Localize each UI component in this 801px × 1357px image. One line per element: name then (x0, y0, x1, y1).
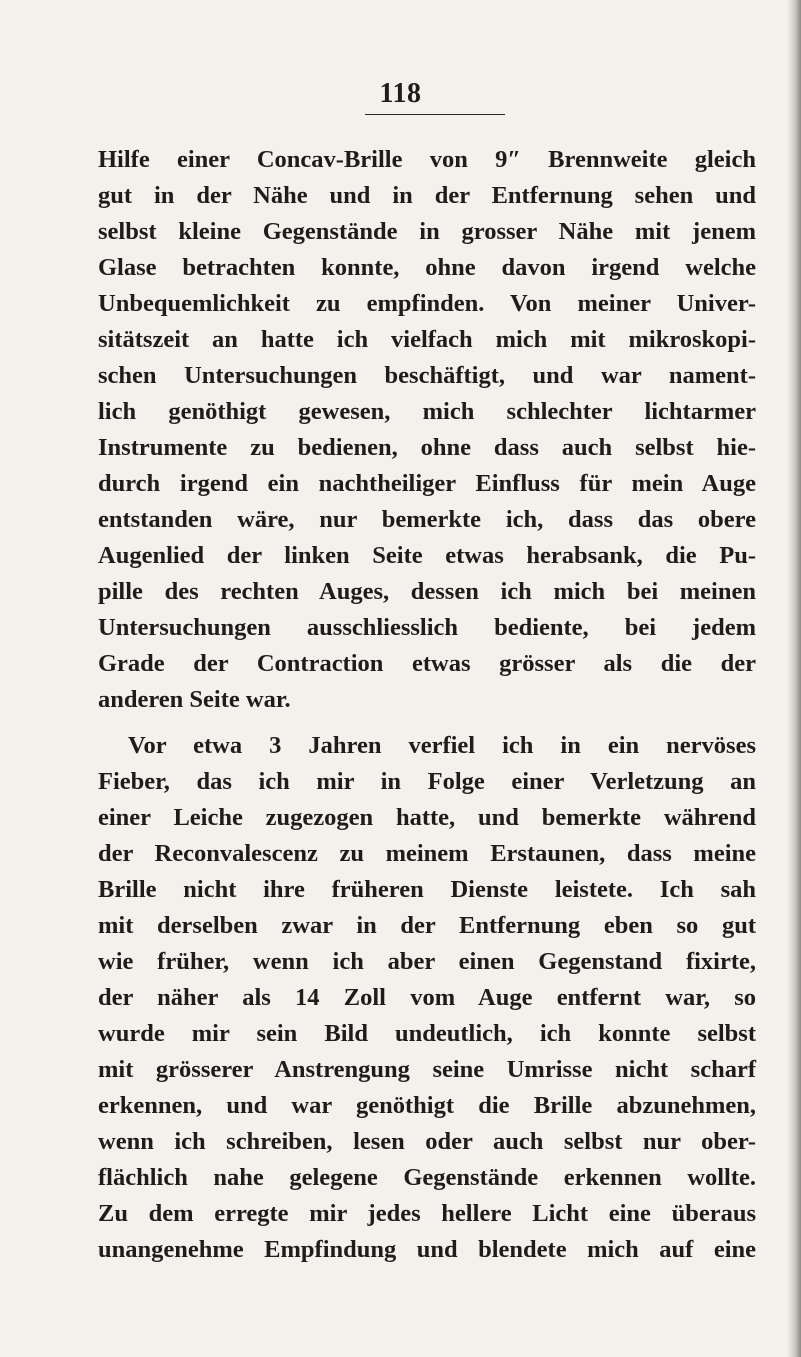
text-line: Augenlied der linken Seite etwas herabsank, die Pu- (98, 542, 756, 569)
text-line: mit grösserer Anstrengung seine Umrisse nicht scharf (98, 1056, 756, 1083)
text-line: lich genöthigt gewesen, mich schlechter lichtarmer (98, 398, 756, 425)
text-line: flächlich nahe gelegene Gegenstände erkennen wollte. (98, 1164, 756, 1191)
text-line: gut in der Nähe und in der Entfernung sehen und (98, 182, 756, 209)
text-line: wurde mir sein Bild undeutlich, ich konnte selbst (98, 1020, 756, 1047)
text-line: der näher als 14 Zoll vom Auge entfernt war, so (98, 984, 756, 1011)
header-rule (365, 114, 505, 115)
text-line: Unbequemlichkeit zu empfinden. Von meiner Univer- (98, 290, 756, 317)
text-line: der Reconvalescenz zu meinem Erstaunen, dass meine (98, 840, 756, 867)
text-line: entstanden wäre, nur bemerkte ich, dass das obere (98, 506, 756, 533)
text-line: Instrumente zu bedienen, ohne dass auch selbst hie- (98, 434, 756, 461)
page-edge-shadow (787, 0, 801, 1357)
text-line: unangenehme Empfindung und blendete mich auf eine (98, 1236, 756, 1263)
text-line: Zu dem erregte mir jedes hellere Licht eine überaus (98, 1200, 756, 1227)
text-line: erkennen, und war genöthigt die Brille abzunehmen, (98, 1092, 756, 1119)
text-line: Glase betrachten konnte, ohne davon irgend welche (98, 254, 756, 281)
text-line: wenn ich schreiben, lesen oder auch selbst nur ober- (98, 1128, 756, 1155)
text-line: mit derselben zwar in der Entfernung eben so gut (98, 912, 756, 939)
text-line: Untersuchungen ausschliesslich bediente, bei jedem (98, 614, 756, 641)
page-number: 118 (379, 78, 422, 109)
text-line: Brille nicht ihre früheren Dienste leistete. Ich sah (98, 876, 756, 903)
text-line: Hilfe einer Concav-Brille von 9″ Brennweite gleich (98, 146, 756, 173)
text-line: wie früher, wenn ich aber einen Gegenstand fixirte, (98, 948, 756, 975)
text-line: sitätszeit an hatte ich vielfach mich mit mikroskopi- (98, 326, 756, 353)
text-line: pille des rechten Auges, dessen ich mich bei meinen (98, 578, 756, 605)
text-line: durch irgend ein nachtheiliger Einfluss für mein Auge (98, 470, 756, 497)
text-line: schen Untersuchungen beschäftigt, und war nament- (98, 362, 756, 389)
text-line: einer Leiche zugezogen hatte, und bemerkte während (98, 804, 756, 831)
text-line: anderen Seite war. (98, 686, 291, 713)
text-line: Vor etwa 3 Jahren verfiel ich in ein nervöses (128, 732, 756, 759)
text-line: Fieber, das ich mir in Folge einer Verletzung an (98, 768, 756, 795)
text-line: selbst kleine Gegenstände in grosser Nähe mit jenem (98, 218, 756, 245)
text-line: Grade der Contraction etwas grösser als die der (98, 650, 756, 677)
